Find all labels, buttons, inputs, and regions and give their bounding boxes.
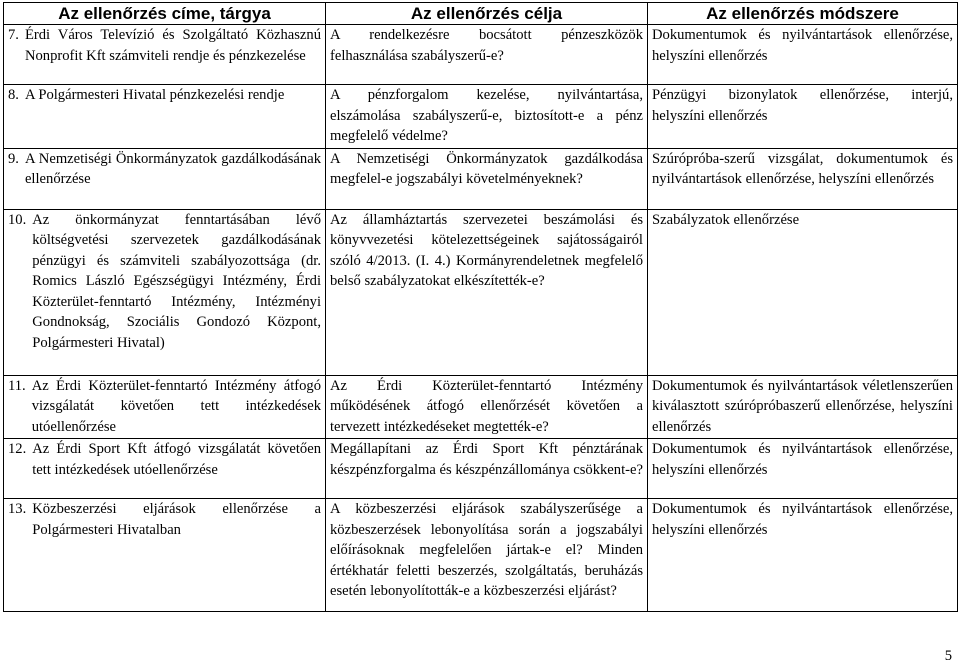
row-title-cell [4, 499, 326, 612]
table-row [4, 25, 958, 85]
table-row [4, 439, 958, 499]
row-method: Szabályzatok ellenőrzése [648, 209, 958, 375]
row-title: Az önkormányzat fenntartásában lévő költségvetési szervezetek gazdálkodásának pénzügyi és számviteli szabályozottsága (dr. Romics László Egészségügyi Intézmény, Érdi Közterület-fenntartó Intézmény, Intézményi Gondnokság, Szociális Gondozó Központ, Polgármesteri Hivatal) [32, 211, 321, 351]
row-method: Dokumentumok és nyilvántartások ellenőrzése, helyszíni ellenőrzés [648, 25, 958, 85]
row-method: Pénzügyi bizonylatok ellenőrzése, interjú, helyszíni ellenőrzés [648, 85, 958, 149]
row-title-cell [4, 85, 326, 149]
header-title-subject: Az ellenőrzés címe, tárgya [4, 3, 326, 25]
row-number: 11. [8, 377, 26, 394]
row-number: 10. [8, 211, 27, 228]
row-method: Szúrópróba-szerű vizsgálat, dokumentumok és nyilvántartások ellenőrzése, helyszíni ellenőrzés [648, 148, 958, 209]
row-goal: Az államháztartás szervezetei beszámolási és könyvvezetési kötelezettségeinek sajátosságairól szóló 4/2013. (I. 4.) Kormányrendeletnek megfelelő belső szabályzatokat elkészítették-e? [326, 209, 648, 375]
row-title: Az Érdi Sport Kft átfogó vizsgálatát követően tett intézkedések utóellenőrzése [32, 441, 321, 478]
row-number: 7. [8, 27, 19, 43]
table-row [4, 148, 958, 209]
row-title-cell [4, 375, 326, 439]
row-title-cell [4, 148, 326, 209]
row-goal: A rendelkezésre bocsátott pénzeszközök felhasználása szabályszerű-e? [326, 25, 648, 85]
table-header-row [4, 3, 958, 25]
row-title: A Nemzetiségi Önkormányzatok gazdálkodásának ellenőrzése [24, 150, 321, 187]
row-title: Az Érdi Közterület-fenntartó Intézmény átfogó vizsgálatát követően tett intézkedések utóellenőrzése [31, 377, 321, 435]
table-row [4, 499, 958, 612]
row-title: Érdi Város Televízió és Szolgáltató Közhasznú Nonprofit Kft számviteli rendje és pénzkezelése [24, 27, 321, 64]
row-number: 12. [8, 441, 27, 457]
header-goal: Az ellenőrzés célja [326, 3, 648, 25]
row-goal: A Nemzetiségi Önkormányzatok gazdálkodása megfelel-e jogszabályi követelményeknek? [326, 148, 648, 209]
page-number: 5 [944, 648, 952, 664]
row-title-cell [4, 209, 326, 375]
table-row [4, 85, 958, 149]
row-goal: Megállapítani az Érdi Sport Kft pénztárának készpénzforgalma és készpénzállománya csökkent-e? [326, 439, 648, 499]
row-method: Dokumentumok és nyilvántartások véletlenszerűen kiválasztott szúrópróbaszerű ellenőrzése, helyszíni ellenőrzés [648, 375, 958, 439]
table-row [4, 375, 958, 439]
row-number: 8. [8, 87, 19, 103]
audit-plan-table [3, 2, 958, 612]
table-row [4, 209, 958, 375]
row-method: Dokumentumok és nyilvántartások ellenőrzése, helyszíni ellenőrzés [648, 439, 958, 499]
row-number: 9. [8, 150, 19, 167]
row-method: Dokumentumok és nyilvántartások ellenőrzése, helyszíni ellenőrzés [648, 499, 958, 612]
row-title: A Polgármesteri Hivatal pénzkezelési rendje [24, 87, 285, 103]
row-goal: A pénzforgalom kezelése, nyilvántartása, elszámolása szabályszerű-e, biztosított-e a pénz megfelelő védelme? [326, 85, 648, 149]
row-title-cell [4, 25, 326, 85]
row-title: Közbeszerzési eljárások ellenőrzése a Polgármesteri Hivatalban [32, 501, 321, 538]
row-number: 13. [8, 501, 27, 517]
row-goal: Az Érdi Közterület-fenntartó Intézmény működésének átfogó ellenőrzését követően a tervezett intézkedéseket megtették-e? [326, 375, 648, 439]
row-goal: A közbeszerzési eljárások szabályszerűsége a közbeszerzések lebonyolítása során a jogszabályi előírásoknak megfelelően jártak-e el? Minden értékhatár feletti beszerzés, szolgáltatás, beruházás esetén lebonyolították-e a közbeszerzési eljárást? [326, 499, 648, 612]
row-title-cell [4, 439, 326, 499]
header-method: Az ellenőrzés módszere [648, 3, 958, 25]
